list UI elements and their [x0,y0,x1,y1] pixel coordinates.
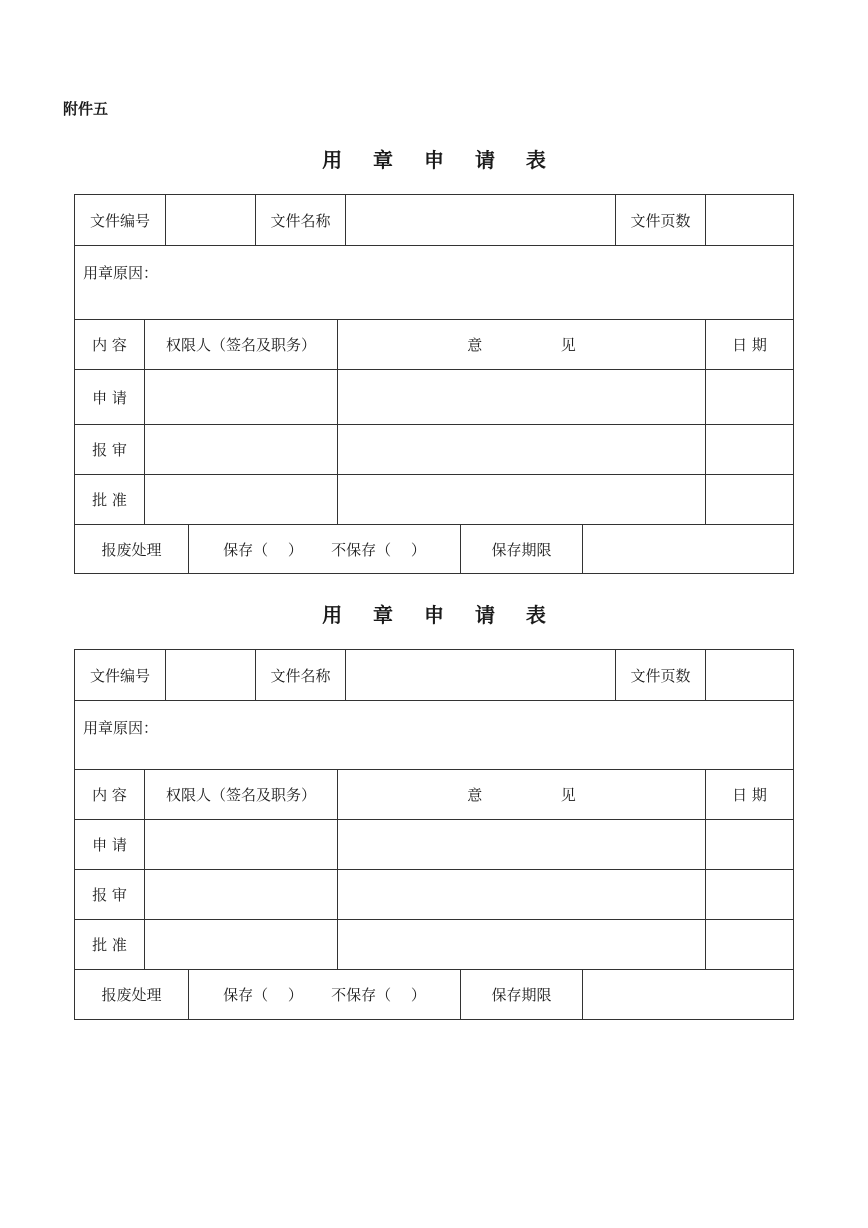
row-label: 批 准 [92,936,127,954]
page-count-field[interactable] [705,195,793,245]
date-header: 日 期 [705,320,793,369]
date-field[interactable] [705,920,793,969]
keep-option[interactable]: 保存（ ） [223,986,303,1004]
opinion-char-1: 意 [467,336,483,354]
reason-field[interactable] [75,701,793,769]
date-field[interactable] [705,475,793,524]
date-field[interactable] [705,425,793,474]
date-header: 日 期 [705,770,793,819]
date-field[interactable] [705,820,793,869]
not-keep-option[interactable]: 不保存（ ） [331,986,426,1004]
opinion-char-2: 见 [560,786,576,804]
opinion-field[interactable] [337,920,705,969]
file-name-label: 文件名称 [255,650,345,700]
content-header: 内 容 [92,336,127,354]
disposal-label: 报废处理 [101,986,162,1004]
opinion-char-2: 见 [560,336,576,354]
opinion-field[interactable] [337,425,705,474]
apply-row [75,819,793,869]
seal-application-form [74,194,794,574]
row-label: 报 审 [92,441,127,459]
reason-label: 用章原因： [83,264,159,282]
header-row [75,319,793,369]
date-field[interactable] [705,870,793,919]
row-label: 申 请 [92,836,127,854]
disposal-row [75,969,793,1019]
file-no-field[interactable] [165,195,255,245]
review-row [75,424,793,474]
file-name-field[interactable] [345,195,615,245]
authority-field[interactable] [144,920,337,969]
opinion-header [337,770,705,819]
keep-option[interactable]: 保存（ ） [223,540,303,559]
opinion-field[interactable] [337,475,705,524]
approve-row [75,474,793,524]
authority-header: 权限人（签名及职务） [144,770,337,819]
row-label: 批 准 [92,491,127,509]
disposal-label: 报废处理 [101,540,162,559]
file-no-label: 文件编号 [89,211,150,230]
file-no-label: 文件编号 [89,666,150,685]
authority-field[interactable] [144,370,337,424]
authority-field[interactable] [144,425,337,474]
file-name-label: 文件名称 [255,195,345,245]
period-label: 保存期限 [460,525,582,573]
authority-field[interactable] [144,475,337,524]
reason-row [75,245,793,319]
file-info-row [75,195,793,245]
authority-field[interactable] [144,820,337,869]
authority-header: 权限人（签名及职务） [144,320,337,369]
page-count-field[interactable] [705,650,793,700]
opinion-field[interactable] [337,870,705,919]
reason-row [75,700,793,769]
not-keep-option[interactable]: 不保存（ ） [331,540,426,559]
attachment-label: 附件五 [63,100,109,118]
approve-row [75,919,793,969]
header-row [75,769,793,819]
page-count-label: 文件页数 [615,195,705,245]
date-field[interactable] [705,370,793,424]
opinion-char-1: 意 [467,786,483,804]
opinion-field[interactable] [337,370,705,424]
content-header: 内 容 [92,786,127,804]
seal-application-form [74,649,794,1020]
opinion-header [337,320,705,369]
review-row [75,869,793,919]
authority-field[interactable] [144,870,337,919]
opinion-field[interactable] [337,820,705,869]
row-label: 报 审 [92,886,127,904]
form-title: 用 章 申 请 表 [322,603,558,627]
apply-row [75,369,793,424]
form-title: 用 章 申 请 表 [322,148,558,172]
keep-options [188,970,460,1019]
keep-options [188,525,460,573]
row-label: 申 请 [92,388,127,407]
period-label: 保存期限 [460,970,582,1019]
period-field[interactable] [582,970,793,1019]
file-name-field[interactable] [345,650,615,700]
file-no-field[interactable] [165,650,255,700]
page-count-label: 文件页数 [615,650,705,700]
reason-label: 用章原因： [83,719,159,737]
reason-field[interactable] [75,246,793,319]
period-field[interactable] [582,525,793,573]
disposal-row [75,524,793,573]
file-info-row [75,650,793,700]
